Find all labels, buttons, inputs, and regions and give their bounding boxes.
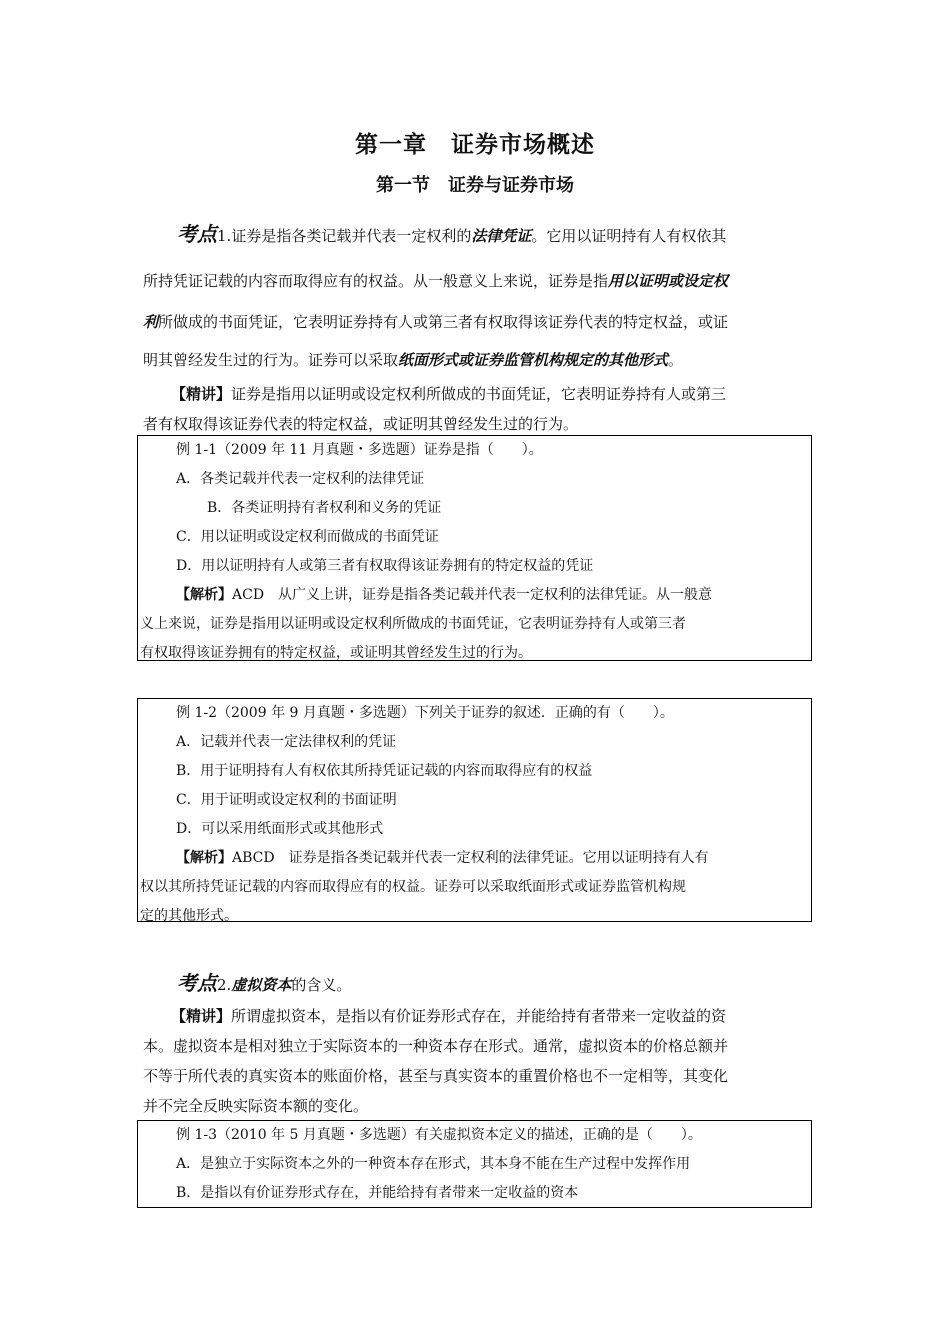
question-text: 例 1-2（2009 年 9 月真题・多选题）下列关于证券的叙述．正确的有（ ）。 — [176, 705, 674, 721]
point-2-paragraph: 考点2.虚拟资本的含义。 【精讲】所谓虚拟资本，是指以有价证券形式存在，并能给持有者带来一定收益的资 本。虚拟资本是相对独立于实际资本的一种资本存在形式。通常，虚拟资本的价格总额并 不等于所代表的真实资本的账面价格，甚至与真实资本的重置价格也不一定相等，其变化 并不完全反映实际资本额的变化。 — [143, 971, 729, 1115]
section-title: 第一节 证券与证券市场 — [376, 175, 574, 196]
example-2-box: 例 1-2（2009 年 9 月真题・多选题）下列关于证券的叙述．正确的有（ ）。 A．记载并代表一定法律权利的凭证 B．用于证明持有人有权依其所持凭证记载的内容而取得应有的权益 C．用于证明或设定权利的书面证明 D．可以采用纸面形式或其他形式 【解析】ABCD 证券是指各类记载并代表一定权利的法律凭证。它用以证明持有人有 权以其所持凭证记载的内容而取得应有的权益。证券可以采取纸面形式或证券监管机构规 定的其他形式。 — [137, 698, 812, 922]
example-3-box — [137, 1120, 812, 1208]
question-text: 例 1-1（2009 年 11 月真题・多选题）证券是指（ ）。 — [176, 442, 543, 458]
option-b: B．各类证明持有者权利和义务的凭证 — [207, 500, 442, 516]
point-label: 考点 — [177, 971, 217, 995]
option-d: D．用以证明持有人或第三者有权取得该证券拥有的特定权益的凭证 — [176, 558, 594, 574]
option-b: B．用于证明持有人有权依其所持凭证记载的内容而取得应有的权益 — [176, 763, 593, 779]
jiexi-label: 【解析】 — [176, 587, 232, 603]
option-c: C．用于证明或设定权利的书面证明 — [176, 792, 397, 808]
option-d: D．可以采用纸面形式或其他形式 — [176, 821, 384, 837]
jingjiang-label: 【精讲】 — [171, 1007, 232, 1025]
jiexi-label: 【解析】 — [176, 850, 232, 866]
option-c: C．用以证明或设定权利而做成的书面凭证 — [176, 529, 439, 545]
question-text: 例 1-3（2010 年 5 月真题・多选题）有关虚拟资本定义的描述，正确的是（ ）。 — [176, 1127, 702, 1143]
emphasis-text: 用以证明或设定权 — [608, 272, 729, 290]
point-1-paragraph: 考点1.证券是指各类记载并代表一定权利的法律凭证。它用以证明持有人有权依其 所持凭证记载的内容而取得应有的权益。从一般意义上来说，证券是指用以证明或设定权 利所做成的书面凭证，它表明证券持有人或第三者有权取得该证券代表的特定权益，或证 明其曾经发生过的行为。证券可以采取纸面形式或证券监管机构规定的其他形式。 【精讲】证券是指用以证明或设定权利所做成的书面凭证，它表明证券持有人或第三 者有权取得该证券代表的特定权益，或证明其曾经发生过的行为。 — [143, 222, 729, 433]
emphasis-text: 法律凭证 — [471, 227, 532, 245]
emphasis-text: 虚拟资本 — [231, 976, 292, 994]
option-a: A．是独立于实际资本之外的一种资本存在形式，其本身不能在生产过程中发挥作用 — [176, 1156, 691, 1172]
emphasis-text: 纸面形式或证券监管机构规定的其他形式 — [398, 351, 669, 369]
jingjiang-label: 【精讲】 — [171, 385, 232, 403]
option-a: A．记载并代表一定法律权利的凭证 — [176, 734, 397, 750]
point-label: 考点 — [177, 222, 217, 246]
option-b: B．是指以有价证券形式存在，并能给持有者带来一定收益的资本 — [176, 1185, 579, 1201]
example-1-box: 例 1-1（2009 年 11 月真题・多选题）证券是指（ ）。 A．各类记载并代表一定权利的法律凭证 B．各类证明持有者权利和义务的凭证 C．用以证明或设定权利而做成的书面凭证 D．用以证明持有人或第三者有权取得该证券拥有的特定权益的凭证 【解析】ACD 从广义上讲，证券是指各类记载并代表一定权利的法律凭证。从一般意 义上来说，证券是指用以证明或设定权利所做成的书面凭证，它表明证券持有人或第三者 有权取得该证券拥有的特定权益，或证明其曾经发生过的行为。 — [137, 435, 812, 661]
chapter-title: 第一章 证券市场概述 — [355, 132, 595, 158]
option-a: A．各类记载并代表一定权利的法律凭证 — [176, 471, 425, 487]
emphasis-text: 利 — [143, 313, 159, 331]
